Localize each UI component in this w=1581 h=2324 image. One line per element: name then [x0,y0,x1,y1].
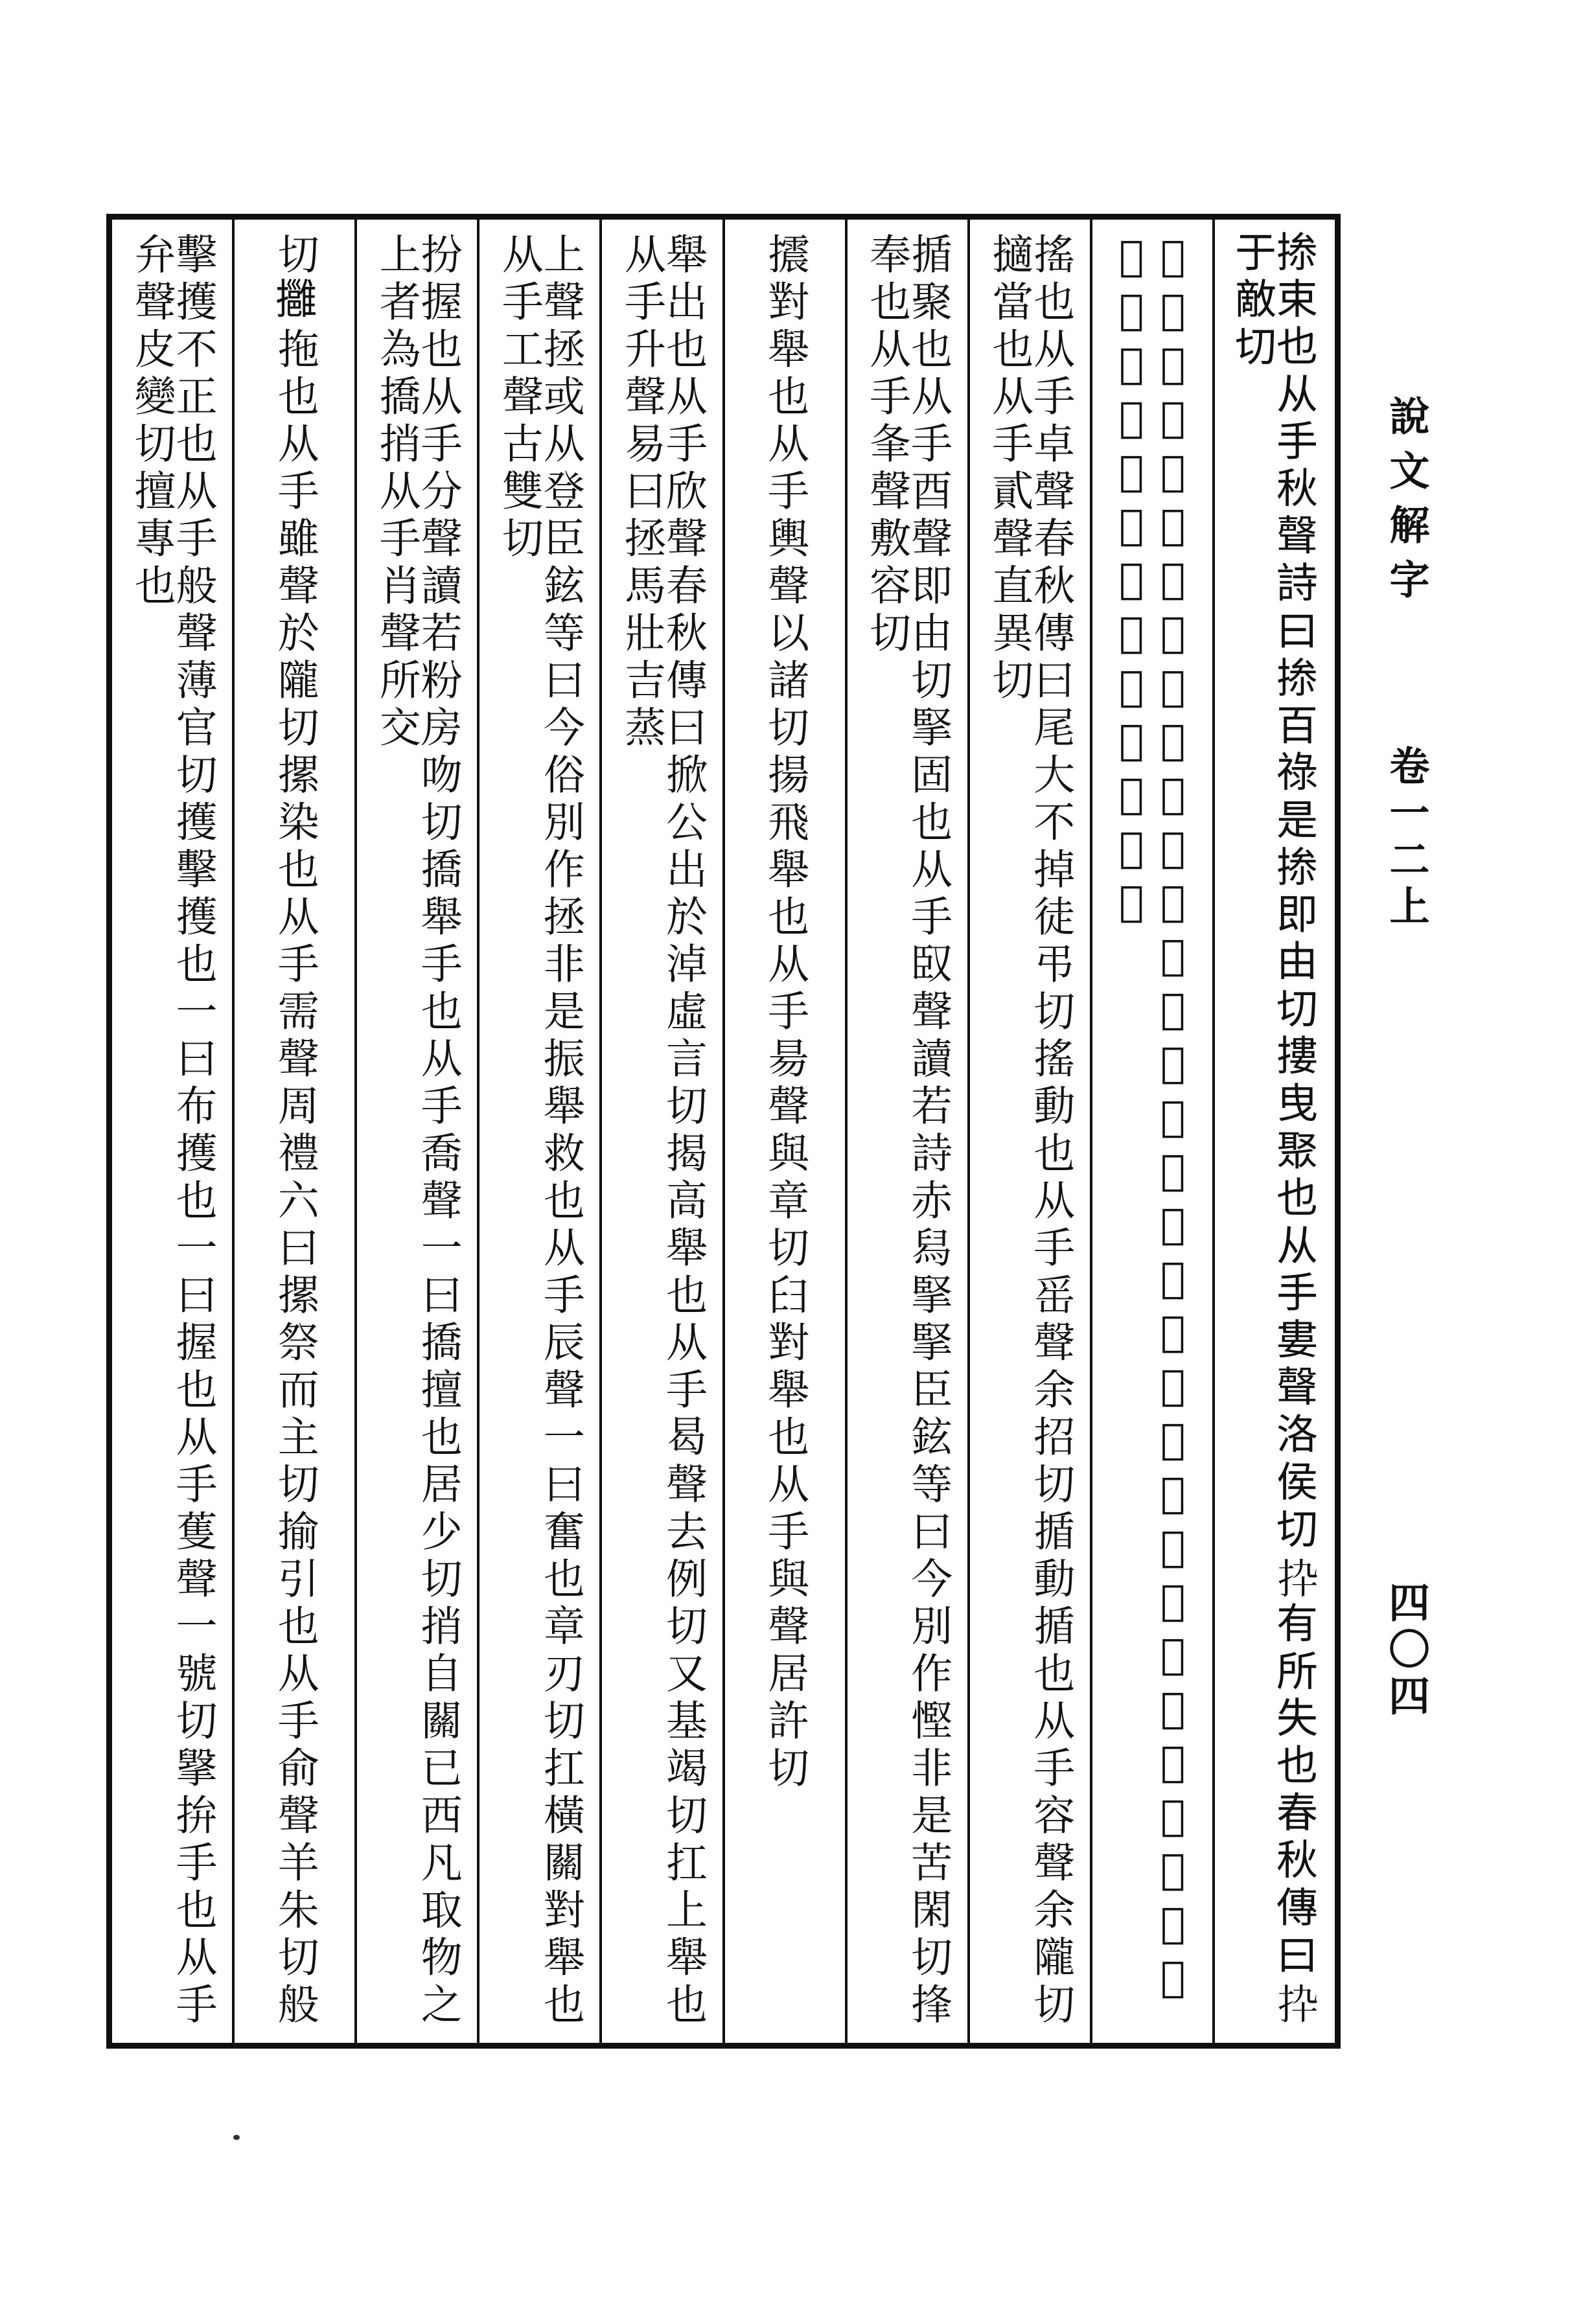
margin-book-title: 說文解字 [1383,395,1430,613]
column-text: 舉出也从手欣聲春秋傳曰掀公出於淖虛言切揭高舉也从手曷聲去例切又基竭切扛上舉也从手升聲易曰拯馬壯吉蒸 [617,233,707,2030]
text-frame [106,214,1341,2049]
text-column [722,220,845,2043]
margin-page-number: 四〇四 [1381,1581,1430,1721]
margin-volume: 卷一二上 [1383,745,1430,932]
text-column [599,220,722,2043]
column-text: 揗聚也从手酉聲即由切掔固也从手臤聲讀若詩赤舄掔掔臣鉉等曰今別作慳非是苦閑切捀奉也从手夆聲敷容切 [862,233,952,2030]
column-text: 𢫳从刅持曰披从手皮聲敷羈切掔引縱曰掔从手瘛省聲尺制切𢫽積也詩曰助我舉𢫽搣頰旁也从手此聲前智切 [1107,233,1197,2007]
column-text: 上聲拯或从登臣鉉等曰今俗別作拯非是振舉救也从手辰聲一曰奮也章刃切扛橫關對舉也从手工聲古雙切 [494,233,584,2030]
text-column [1212,220,1335,2043]
column-text: 擊擭不正也从手般聲薄官切擭擊擭也一曰布擭也一曰握也从手蒦聲一號切㩓拚手也从手弁聲皮變切擅專也 [127,233,217,2030]
text-column [845,220,967,2043]
text-column [1090,220,1212,2043]
column-text: 切𢹬拖也从手雖聲於隴切摞染也从手需聲周禮六曰摞祭而主切揄引也从手俞聲羊朱切般 [270,233,319,2030]
column-text: 搖也从手卓聲春秋傳曰尾大不掉徒弔切搖動也从手䍃聲余招切揗動揗也从手容聲余隴切擿當也从手貳聲直異切 [985,233,1075,2030]
text-column [112,220,232,2043]
column-text: 扮握也从手分聲讀若粉房吻切撟舉手也从手喬聲一曰撟擅也居少切捎自關已西凡取物之上者為撟捎从手肖聲所交 [372,233,462,2030]
text-column [354,220,477,2043]
column-text: 𢮥束也从手秋聲詩曰𢮥百祿是𢮥即由切摟曳聚也从手婁聲洛侯切𢪄有所失也春秋傳曰𢪄于敵切 [1230,233,1320,2030]
ink-speck [233,2135,240,2140]
text-columns [112,220,1335,2043]
text-column [477,220,599,2043]
text-column [967,220,1090,2043]
column-text: 𢸍對舉也从手輿聲以諸切揚飛舉也从手昜聲與章切𦥑對舉也从手與聲居許切 [761,233,809,1793]
text-column [232,220,354,2043]
